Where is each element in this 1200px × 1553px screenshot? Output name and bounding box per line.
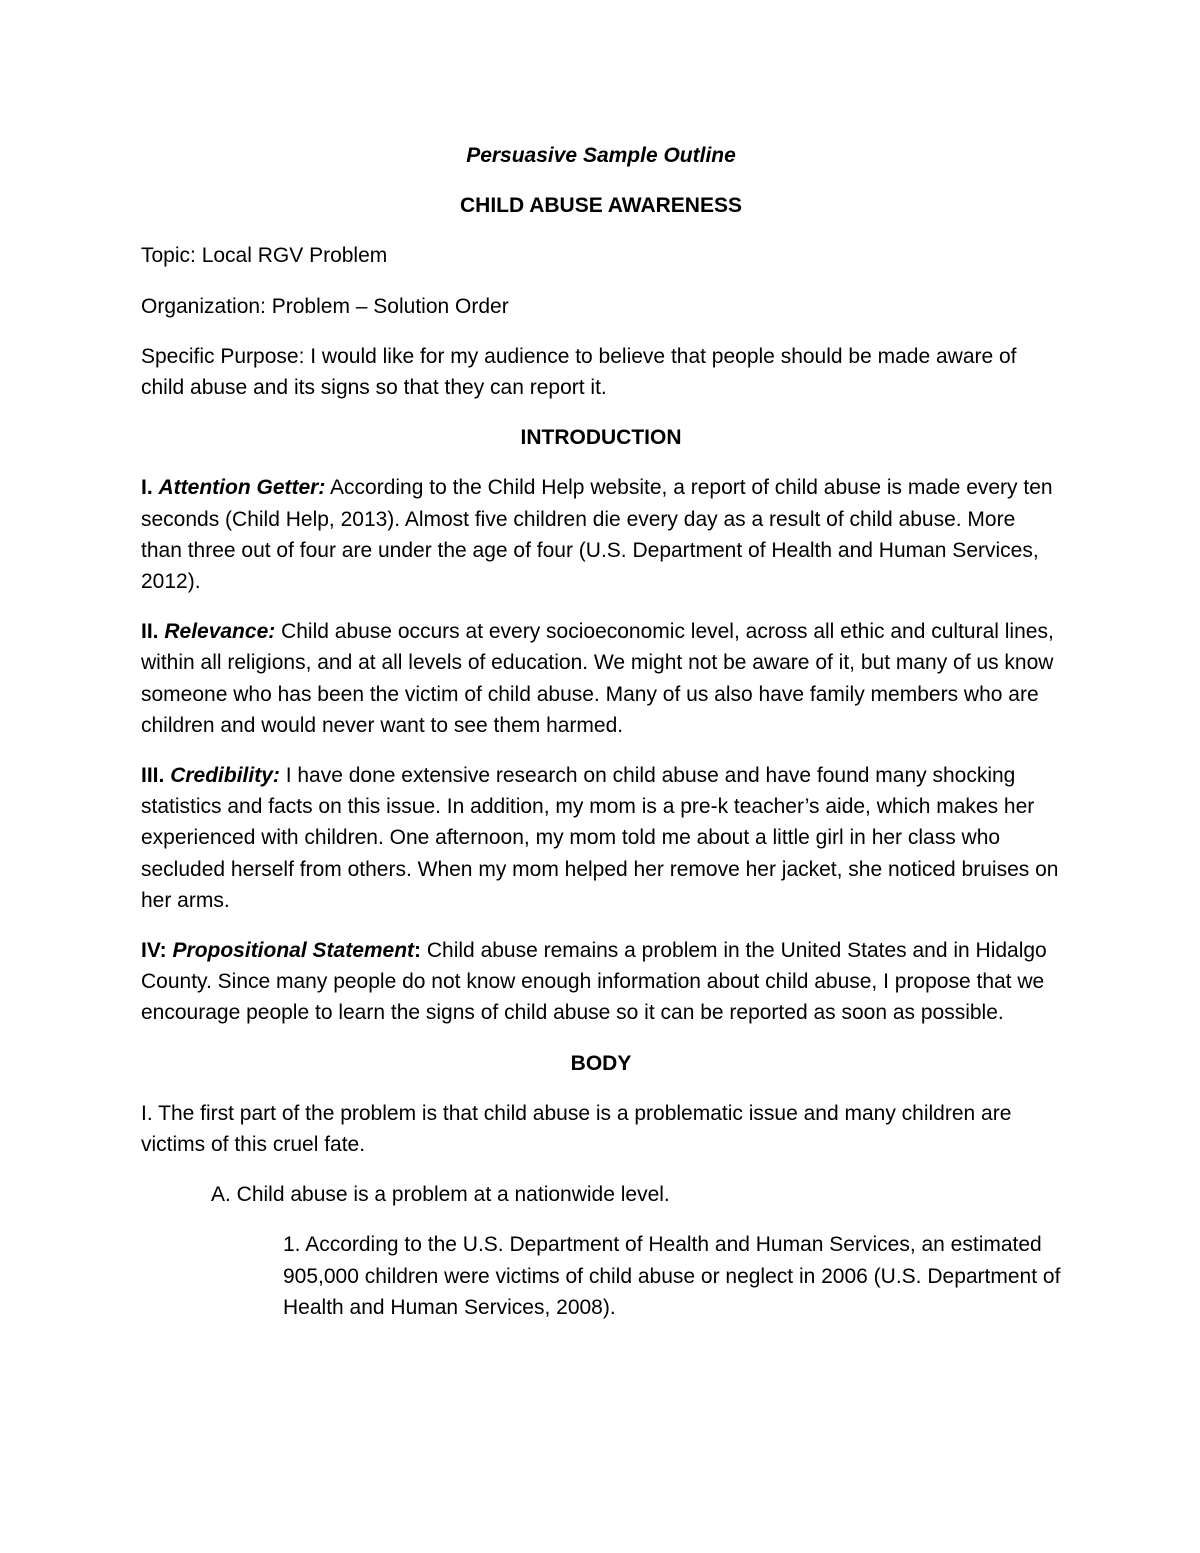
attention-getter-paragraph <box>141 472 1061 597</box>
body-main-point-1: I. The first part of the problem is that child abuse is a problematic issue and many children are victims of this cruel fate. <box>141 1101 1012 1157</box>
credibility-text: I have done extensive research on child abuse and have found many shocking statistics and facts on this issue. In addition, my mom is a pre-k teacher’s aide, which makes her experienced with children. One afternoon, my mom told me about a little girl in her class who secluded herself from others. When my mom helped her remove her jacket, she noticed bruises on her arms. <box>141 764 1059 912</box>
specific-purpose-paragraph: Specific Purpose: I would like for my audience to believe that people should be made aware of child abuse and its signs so that they can report it. <box>141 344 1017 400</box>
relevance-paragraph <box>141 616 1061 741</box>
propositional-statement-label: Propositional Statement <box>172 939 415 963</box>
document-title: Persuasive Sample Outline <box>466 144 736 167</box>
propositional-statement-numeral: IV: <box>141 939 173 963</box>
attention-getter-numeral: I. <box>141 476 159 500</box>
propositional-statement-text: Child abuse remains a problem in the United States and in Hidalgo County. Since many people do not know enough information about child abuse, I propose that we encourage people to learn the signs of child abuse so it can be reported as soon as possible. <box>141 939 1047 1025</box>
document-page <box>141 140 1061 1342</box>
organization-line: Organization: Problem – Solution Order <box>141 294 509 318</box>
relevance-text: Child abuse occurs at every socioeconomic level, across all ethic and cultural lines, within all religions, and at all levels of education. We might not be aware of it, but many of us know someone who has been the victim of child abuse. Many of us also have family members who are children and would never want to see them harmed. <box>141 620 1054 737</box>
body-heading: BODY <box>570 1051 632 1075</box>
credibility-paragraph <box>141 760 1061 916</box>
credibility-numeral: III. <box>141 764 171 788</box>
body-subpoint-a1: 1. According to the U.S. Department of Health and Human Services, an estimated 905,000 children were victims of child abuse or neglect in 2006 (U.S. Department of Health and Human Services, 2008). <box>283 1233 1061 1319</box>
propositional-statement-colon: : <box>414 939 422 963</box>
introduction-heading: INTRODUCTION <box>520 426 682 450</box>
body-subpoint-a: A. Child abuse is a problem at a nationwide level. <box>211 1183 670 1207</box>
credibility-label: Credibility: <box>170 764 280 788</box>
attention-getter-text: According to the Child Help website, a report of child abuse is made every ten seconds (Child Help, 2013). Almost five children die every day as a result of child abuse. More than three out of four are under the age of four (U.S. Department of Health and Human Services, 2012). <box>141 476 1053 594</box>
attention-getter-label: Attention Getter: <box>158 476 326 500</box>
propositional-statement-paragraph <box>141 935 1061 1029</box>
speech-title: CHILD ABUSE AWARENESS <box>460 194 742 218</box>
relevance-label: Relevance: <box>164 620 276 644</box>
relevance-numeral: II. <box>141 620 165 644</box>
topic-line: Topic: Local RGV Problem <box>141 244 388 268</box>
